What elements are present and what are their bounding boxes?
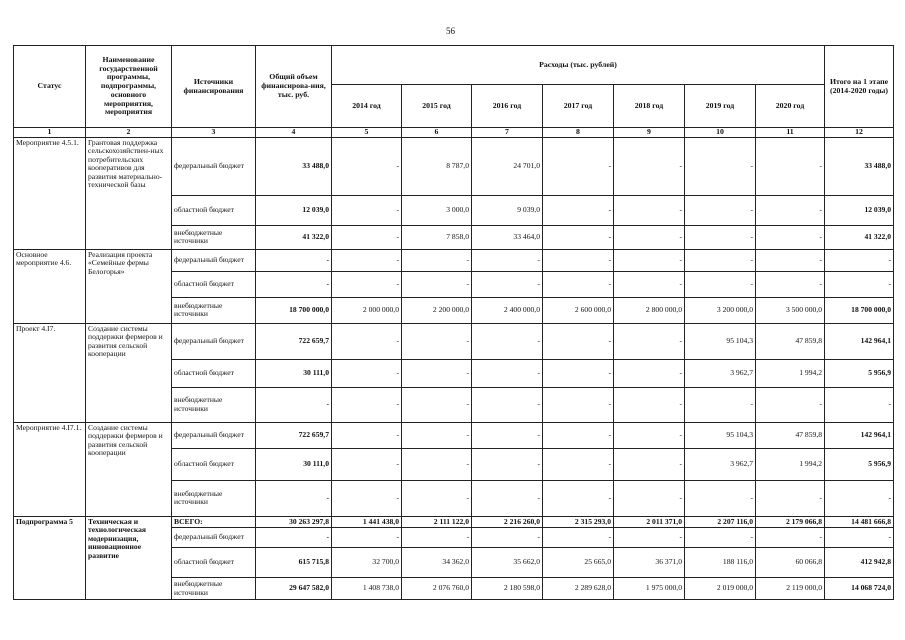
year-value-cell: 2 800 000,0 bbox=[614, 297, 685, 323]
year-value-cell: 8 787,0 bbox=[402, 137, 472, 195]
year-value-cell: - bbox=[332, 480, 402, 516]
year-value-cell: - bbox=[332, 448, 402, 480]
year-value-cell: - bbox=[614, 528, 685, 548]
stage-total-cell: 14 481 666,8 bbox=[825, 516, 894, 528]
total-volume-cell: 615 715,8 bbox=[256, 548, 332, 578]
year-value-cell: 33 464,0 bbox=[472, 225, 543, 249]
stage-total-cell: 12 039,0 bbox=[825, 195, 894, 225]
status-cell: Проект 4.I7. bbox=[14, 323, 86, 422]
year-value-cell: - bbox=[332, 271, 402, 297]
year-value-cell: - bbox=[472, 323, 543, 359]
header-stage-total: Итого на 1 этапе (2014-2020 годы) bbox=[825, 46, 894, 128]
source-cell: ВСЕГО: bbox=[172, 516, 256, 528]
year-value-cell: - bbox=[685, 195, 756, 225]
page-number: 56 bbox=[446, 26, 455, 36]
column-index: 12 bbox=[825, 128, 894, 138]
name-cell: Грантовая поддержка сельскохозяйствен-ных потребительских кооперативов для развития материально-технической базы bbox=[86, 137, 172, 249]
year-value-cell: 36 371,0 bbox=[614, 548, 685, 578]
year-value-cell: - bbox=[472, 249, 543, 271]
year-value-cell: 47 859,8 bbox=[756, 323, 825, 359]
year-value-cell: 34 362,0 bbox=[402, 548, 472, 578]
year-value-cell: - bbox=[756, 137, 825, 195]
source-cell: федеральный бюджет bbox=[172, 323, 256, 359]
total-volume-cell: - bbox=[256, 249, 332, 271]
header-year: 2017 год bbox=[543, 85, 614, 128]
year-value-cell: 3 962,7 bbox=[685, 359, 756, 387]
year-value-cell: - bbox=[685, 480, 756, 516]
year-value-cell: 2 200 000,0 bbox=[402, 297, 472, 323]
year-value-cell: - bbox=[332, 387, 402, 422]
year-value-cell: - bbox=[332, 249, 402, 271]
year-value-cell: - bbox=[402, 323, 472, 359]
total-volume-cell: - bbox=[256, 271, 332, 297]
header-year: 2014 год bbox=[332, 85, 402, 128]
year-value-cell: - bbox=[543, 323, 614, 359]
stage-total-cell: 142 964,1 bbox=[825, 422, 894, 448]
name-cell: Реализация проекта «Семейные фермы Белогорья» bbox=[86, 249, 172, 323]
total-volume-cell: 33 488,0 bbox=[256, 137, 332, 195]
year-value-cell: 3 962,7 bbox=[685, 448, 756, 480]
year-value-cell: 1 994,2 bbox=[756, 448, 825, 480]
stage-total-cell: - bbox=[825, 480, 894, 516]
year-value-cell: - bbox=[402, 422, 472, 448]
table-row bbox=[14, 516, 894, 528]
source-cell: областной бюджет bbox=[172, 359, 256, 387]
source-cell: внебюджетные источники bbox=[172, 297, 256, 323]
year-value-cell: - bbox=[614, 480, 685, 516]
year-value-cell: - bbox=[685, 249, 756, 271]
column-index: 9 bbox=[614, 128, 685, 138]
year-value-cell: - bbox=[543, 422, 614, 448]
year-value-cell: 24 701,0 bbox=[472, 137, 543, 195]
year-value-cell: 7 858,0 bbox=[402, 225, 472, 249]
header-expenses: Расходы (тыс. рублей) bbox=[332, 46, 825, 85]
year-value-cell: - bbox=[614, 195, 685, 225]
total-volume-cell: 722 659,7 bbox=[256, 323, 332, 359]
year-value-cell: - bbox=[756, 387, 825, 422]
total-volume-cell: 29 647 582,0 bbox=[256, 578, 332, 600]
total-volume-cell: 30 111,0 bbox=[256, 359, 332, 387]
stage-total-cell: 412 942,8 bbox=[825, 548, 894, 578]
year-value-cell: - bbox=[543, 480, 614, 516]
column-index: 3 bbox=[172, 128, 256, 138]
year-value-cell: - bbox=[543, 195, 614, 225]
header-name: Наименование государственной программы, подпрограммы, основного мероприятия, мероприятия bbox=[86, 46, 172, 128]
header-sources: Источники финансирования bbox=[172, 46, 256, 128]
year-value-cell: - bbox=[756, 528, 825, 548]
year-value-cell: - bbox=[543, 528, 614, 548]
status-cell: Мероприятие 4.5.1. bbox=[14, 137, 86, 249]
year-value-cell: - bbox=[332, 195, 402, 225]
year-value-cell: 2 180 598,0 bbox=[472, 578, 543, 600]
year-value-cell: 2 207 116,0 bbox=[685, 516, 756, 528]
year-value-cell: 2 400 000,0 bbox=[472, 297, 543, 323]
header-year: 2019 год bbox=[685, 85, 756, 128]
header-year: 2018 год bbox=[614, 85, 685, 128]
source-cell: федеральный бюджет bbox=[172, 528, 256, 548]
stage-total-cell: - bbox=[825, 249, 894, 271]
year-value-cell: 2 289 628,0 bbox=[543, 578, 614, 600]
year-value-cell: - bbox=[614, 323, 685, 359]
status-cell: Основное мероприятие 4.6. bbox=[14, 249, 86, 323]
year-value-cell: - bbox=[543, 137, 614, 195]
year-value-cell: - bbox=[402, 448, 472, 480]
total-volume-cell: 18 700 000,0 bbox=[256, 297, 332, 323]
year-value-cell: 25 665,0 bbox=[543, 548, 614, 578]
year-value-cell: 60 066,8 bbox=[756, 548, 825, 578]
source-cell: областной бюджет bbox=[172, 448, 256, 480]
stage-total-cell: - bbox=[825, 271, 894, 297]
year-value-cell: - bbox=[543, 249, 614, 271]
year-value-cell: - bbox=[472, 271, 543, 297]
total-volume-cell: 12 039,0 bbox=[256, 195, 332, 225]
table-body bbox=[14, 137, 894, 600]
year-value-cell: - bbox=[332, 137, 402, 195]
year-value-cell: - bbox=[614, 387, 685, 422]
year-value-cell: - bbox=[332, 225, 402, 249]
header-total-volume: Общий объем финансирова-ния, тыс. руб. bbox=[256, 46, 332, 128]
stage-total-cell: - bbox=[825, 387, 894, 422]
year-value-cell: 2 600 000,0 bbox=[543, 297, 614, 323]
name-cell: Создание системы поддержки фермеров и развития сельской кооперации bbox=[86, 422, 172, 516]
year-value-cell: 1 975 000,0 bbox=[614, 578, 685, 600]
year-value-cell: - bbox=[614, 271, 685, 297]
stage-total-cell: 5 956,9 bbox=[825, 359, 894, 387]
stage-total-cell: 142 964,1 bbox=[825, 323, 894, 359]
total-volume-cell: - bbox=[256, 480, 332, 516]
year-value-cell: - bbox=[614, 448, 685, 480]
year-value-cell: - bbox=[756, 480, 825, 516]
header-year: 2016 год bbox=[472, 85, 543, 128]
year-value-cell: - bbox=[332, 323, 402, 359]
source-cell: федеральный бюджет bbox=[172, 137, 256, 195]
table-row bbox=[14, 323, 894, 359]
year-value-cell: 32 700,0 bbox=[332, 548, 402, 578]
year-value-cell: - bbox=[472, 448, 543, 480]
year-value-cell: 3 500 000,0 bbox=[756, 297, 825, 323]
year-value-cell: 9 039,0 bbox=[472, 195, 543, 225]
stage-total-cell: 14 068 724,0 bbox=[825, 578, 894, 600]
header-year: 2020 год bbox=[756, 85, 825, 128]
stage-total-cell: 5 956,9 bbox=[825, 448, 894, 480]
budget-table bbox=[13, 45, 894, 600]
header-status: Статус bbox=[14, 46, 86, 128]
year-value-cell: - bbox=[614, 225, 685, 249]
column-index: 10 bbox=[685, 128, 756, 138]
year-value-cell: - bbox=[472, 480, 543, 516]
stage-total-cell: - bbox=[825, 528, 894, 548]
year-value-cell: 47 859,8 bbox=[756, 422, 825, 448]
year-value-cell: - bbox=[332, 359, 402, 387]
year-value-cell: 2 019 000,0 bbox=[685, 578, 756, 600]
year-value-cell: 2 076 760,0 bbox=[402, 578, 472, 600]
year-value-cell: 3 000,0 bbox=[402, 195, 472, 225]
column-index: 11 bbox=[756, 128, 825, 138]
year-value-cell: - bbox=[472, 528, 543, 548]
year-value-cell: - bbox=[756, 249, 825, 271]
year-value-cell: - bbox=[756, 195, 825, 225]
year-value-cell: 2 119 000,0 bbox=[756, 578, 825, 600]
year-value-cell: 2 315 293,0 bbox=[543, 516, 614, 528]
year-value-cell: 2 011 371,0 bbox=[614, 516, 685, 528]
year-value-cell: - bbox=[402, 271, 472, 297]
source-cell: внебюджетные источники bbox=[172, 480, 256, 516]
column-index: 1 bbox=[14, 128, 86, 138]
year-value-cell: - bbox=[685, 137, 756, 195]
column-index: 8 bbox=[543, 128, 614, 138]
year-value-cell: - bbox=[543, 387, 614, 422]
year-value-cell: - bbox=[402, 359, 472, 387]
year-value-cell: - bbox=[543, 271, 614, 297]
source-cell: федеральный бюджет bbox=[172, 422, 256, 448]
year-value-cell: 2 111 122,0 bbox=[402, 516, 472, 528]
year-value-cell: - bbox=[402, 480, 472, 516]
year-value-cell: 1 994,2 bbox=[756, 359, 825, 387]
year-value-cell: 188 116,0 bbox=[685, 548, 756, 578]
name-cell: Создание системы поддержки фермеров и развития сельской кооперации bbox=[86, 323, 172, 422]
year-value-cell: - bbox=[614, 422, 685, 448]
year-value-cell: - bbox=[614, 249, 685, 271]
year-value-cell: - bbox=[543, 448, 614, 480]
stage-total-cell: 41 322,0 bbox=[825, 225, 894, 249]
year-value-cell: - bbox=[685, 271, 756, 297]
year-value-cell: 2 000 000,0 bbox=[332, 297, 402, 323]
stage-total-cell: 33 488,0 bbox=[825, 137, 894, 195]
year-value-cell: - bbox=[402, 528, 472, 548]
total-volume-cell: 30 263 297,8 bbox=[256, 516, 332, 528]
year-value-cell: - bbox=[543, 359, 614, 387]
source-cell: внебюджетные источники bbox=[172, 578, 256, 600]
year-value-cell: - bbox=[614, 359, 685, 387]
total-volume-cell: - bbox=[256, 528, 332, 548]
table-row bbox=[14, 137, 894, 195]
year-value-cell: - bbox=[685, 387, 756, 422]
source-cell: областной бюджет bbox=[172, 548, 256, 578]
year-value-cell: 95 104,3 bbox=[685, 323, 756, 359]
column-index: 6 bbox=[402, 128, 472, 138]
total-volume-cell: - bbox=[256, 387, 332, 422]
year-value-cell: 1 441 438,0 bbox=[332, 516, 402, 528]
year-value-cell: - bbox=[332, 528, 402, 548]
column-index: 4 bbox=[256, 128, 332, 138]
year-value-cell: 1 408 738,0 bbox=[332, 578, 402, 600]
column-index-row bbox=[14, 128, 894, 138]
year-value-cell: - bbox=[756, 271, 825, 297]
year-value-cell: - bbox=[402, 387, 472, 422]
year-value-cell: 3 200 000,0 bbox=[685, 297, 756, 323]
year-value-cell: - bbox=[472, 387, 543, 422]
year-value-cell: - bbox=[756, 225, 825, 249]
column-index: 5 bbox=[332, 128, 402, 138]
year-value-cell: - bbox=[402, 249, 472, 271]
source-cell: внебюджетные источники bbox=[172, 225, 256, 249]
table-row bbox=[14, 249, 894, 271]
total-volume-cell: 41 322,0 bbox=[256, 225, 332, 249]
year-value-cell: - bbox=[472, 422, 543, 448]
year-value-cell: - bbox=[685, 528, 756, 548]
source-cell: областной бюджет bbox=[172, 195, 256, 225]
header-year: 2015 год bbox=[402, 85, 472, 128]
year-value-cell: - bbox=[614, 137, 685, 195]
stage-total-cell: 18 700 000,0 bbox=[825, 297, 894, 323]
column-index: 2 bbox=[86, 128, 172, 138]
year-value-cell: - bbox=[332, 422, 402, 448]
year-value-cell: - bbox=[472, 359, 543, 387]
column-index: 7 bbox=[472, 128, 543, 138]
year-value-cell: 95 104,3 bbox=[685, 422, 756, 448]
year-value-cell: 35 662,0 bbox=[472, 548, 543, 578]
year-value-cell: - bbox=[685, 225, 756, 249]
year-value-cell: - bbox=[543, 225, 614, 249]
year-value-cell: 2 216 260,0 bbox=[472, 516, 543, 528]
total-volume-cell: 30 111,0 bbox=[256, 448, 332, 480]
status-cell: Подпрограмма 5 bbox=[14, 516, 86, 600]
year-value-cell: 2 179 066,8 bbox=[756, 516, 825, 528]
table-row bbox=[14, 422, 894, 448]
source-cell: федеральный бюджет bbox=[172, 249, 256, 271]
source-cell: областной бюджет bbox=[172, 271, 256, 297]
status-cell: Мероприятие 4.I7.1. bbox=[14, 422, 86, 516]
name-cell: Техническая и технологическая модернизация, инновационное развитие bbox=[86, 516, 172, 600]
source-cell: внебюджетные источники bbox=[172, 387, 256, 422]
total-volume-cell: 722 659,7 bbox=[256, 422, 332, 448]
